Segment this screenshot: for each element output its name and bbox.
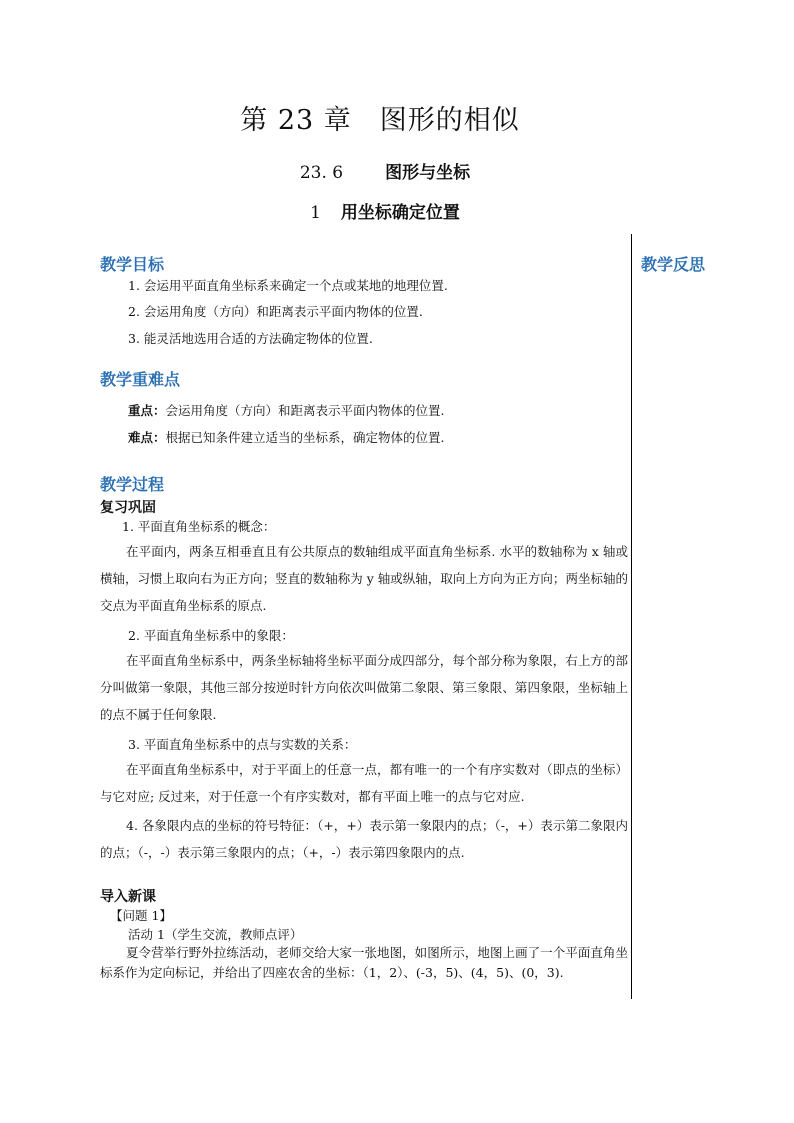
new-lesson-text: 夏令营举行野外拉练活动，老师交给大家一张地图，如图所示，地图上画了一个平面直角坐标系作为定向标记，并给出了四座农舍的坐标：（1，2）、(-3，5)、(4，5)、(0，3). bbox=[100, 945, 628, 980]
focus-label: 重点： bbox=[128, 403, 166, 418]
review-item-text: 在平面内，两条互相垂直且有公共原点的数轴组成平面直角坐标系. 水平的数轴称为 x 轴或横轴，习惯上取向右为正方向；竖直的数轴称为 y 轴或纵轴，取向上方向为正方向；两坐标轴的交点为平面直角坐标系的原点. bbox=[100, 544, 628, 613]
difficulty-line bbox=[128, 428, 445, 446]
lesson-number: 1 bbox=[310, 203, 321, 223]
review-item-text: 在平面直角坐标系中，对于平面上的任意一点，都有唯一的一个有序实数对（即点的坐标）与它对应; 反过来，对于任意一个有序实数对，都有平面上唯一的点与它对应. bbox=[100, 762, 628, 804]
section-name: 图形与坐标 bbox=[385, 163, 471, 183]
lesson-title bbox=[0, 198, 770, 223]
lesson-name: 用坐标确定位置 bbox=[340, 203, 460, 223]
section-number: 23. 6 bbox=[299, 163, 344, 183]
review-item-text: 4. 各象限内点的坐标的符号特征：（+，+）表示第一象限内的点；（-，+）表示第二象限内的点；（-，-）表示第三象限内的点；（+，-）表示第四象限内的点. bbox=[100, 818, 628, 860]
objective-item: 3. 能灵活地选用合适的方法确定物体的位置. bbox=[128, 331, 373, 346]
review-item-text: 在平面直角坐标系中，两条坐标轴将坐标平面分成四部分，每个部分称为象限，右上方的部分叫做第一象限，其他三部分按逆时针方向依次叫做第二象限、第三象限、第四象限，坐标轴上的点不属于任何象限. bbox=[100, 653, 628, 722]
chapter-title: 第 23 章 图形的相似 bbox=[240, 105, 520, 136]
reflection-heading: 教学反思 bbox=[641, 255, 706, 274]
objective-item: 2. 会运用角度（方向）和距离表示平面内物体的位置. bbox=[128, 304, 423, 319]
problem-label: 【问题 1】 bbox=[110, 908, 172, 923]
column-divider bbox=[631, 234, 632, 999]
objectives-heading: 教学目标 bbox=[100, 255, 165, 274]
section-title bbox=[0, 158, 770, 183]
focus-text: 会运用角度（方向）和距离表示平面内物体的位置. bbox=[165, 403, 445, 418]
difficulty-text: 根据已知条件建立适当的坐标系，确定物体的位置. bbox=[165, 430, 445, 445]
new-lesson-heading: 导入新课 bbox=[100, 889, 156, 905]
objective-item: 1. 会运用平面直角坐标系来确定一个点或某地的地理位置. bbox=[128, 278, 448, 293]
review-item-title: 3. 平面直角坐标系中的点与实数的关系： bbox=[128, 737, 357, 752]
key-points-heading: 教学重难点 bbox=[100, 370, 181, 389]
focus-line bbox=[128, 401, 445, 419]
review-heading: 复习巩固 bbox=[100, 500, 156, 516]
difficulty-label: 难点： bbox=[128, 430, 166, 445]
activity-label: 活动 1（学生交流，教师点评） bbox=[128, 927, 303, 942]
review-item-title: 2. 平面直角坐标系中的象限： bbox=[128, 628, 294, 643]
process-heading: 教学过程 bbox=[100, 475, 165, 494]
review-item-title: 1. 平面直角坐标系的概念： bbox=[122, 519, 276, 534]
